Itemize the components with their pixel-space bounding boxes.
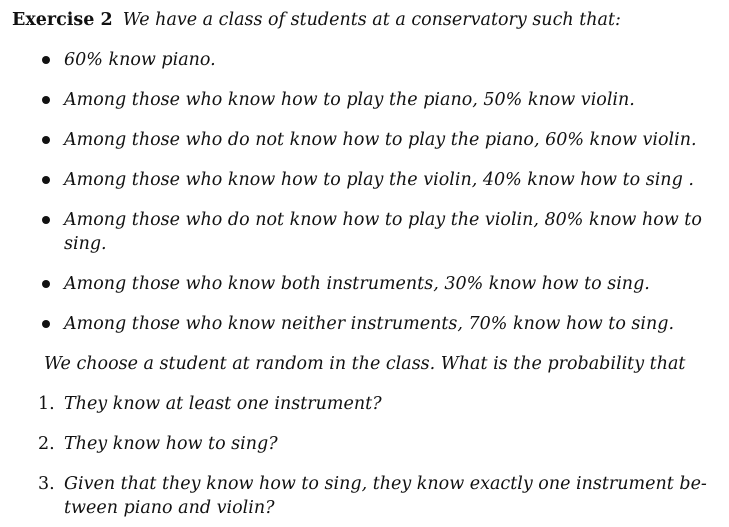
question-item: They know at least one instrument? [64, 394, 382, 414]
question-number: 3. [38, 474, 55, 494]
question-item: They know how to sing? [64, 434, 278, 454]
question-number: 2. [38, 434, 55, 454]
bullet-icon [42, 216, 50, 224]
bullet-icon [42, 280, 50, 288]
bullet-icon [42, 96, 50, 104]
question-number: 1. [38, 394, 55, 414]
condition-item: Among those who know neither instruments, 70% know how to sing. [64, 314, 675, 334]
bullet-icon [42, 136, 50, 144]
condition-item: Among those who do not know how to play the violin, 80% know how to [64, 210, 702, 230]
bullet-icon [42, 320, 50, 328]
condition-item: Among those who do not know how to play the piano, 60% know violin. [64, 130, 697, 150]
condition-item-continuation: sing. [64, 234, 107, 254]
bullet-icon [42, 176, 50, 184]
question-item: Given that they know how to sing, they know exactly one instrument be- [64, 474, 707, 494]
exercise-heading [12, 8, 621, 32]
condition-item: Among those who know both instruments, 30% know how to sing. [64, 274, 650, 294]
question-item-continuation: tween piano and violin? [64, 498, 275, 518]
condition-item: Among those who know how to play the piano, 50% know violin. [64, 90, 635, 110]
exercise-intro: We have a class of students at a conservatory such that: [122, 10, 621, 30]
condition-item: Among those who know how to play the violin, 40% know how to sing . [64, 170, 694, 190]
question-intro: We choose a student at random in the class. What is the probability that [44, 354, 686, 374]
exercise-label: Exercise 2 [12, 10, 113, 30]
condition-item: 60% know piano. [64, 50, 216, 70]
bullet-icon [42, 56, 50, 64]
